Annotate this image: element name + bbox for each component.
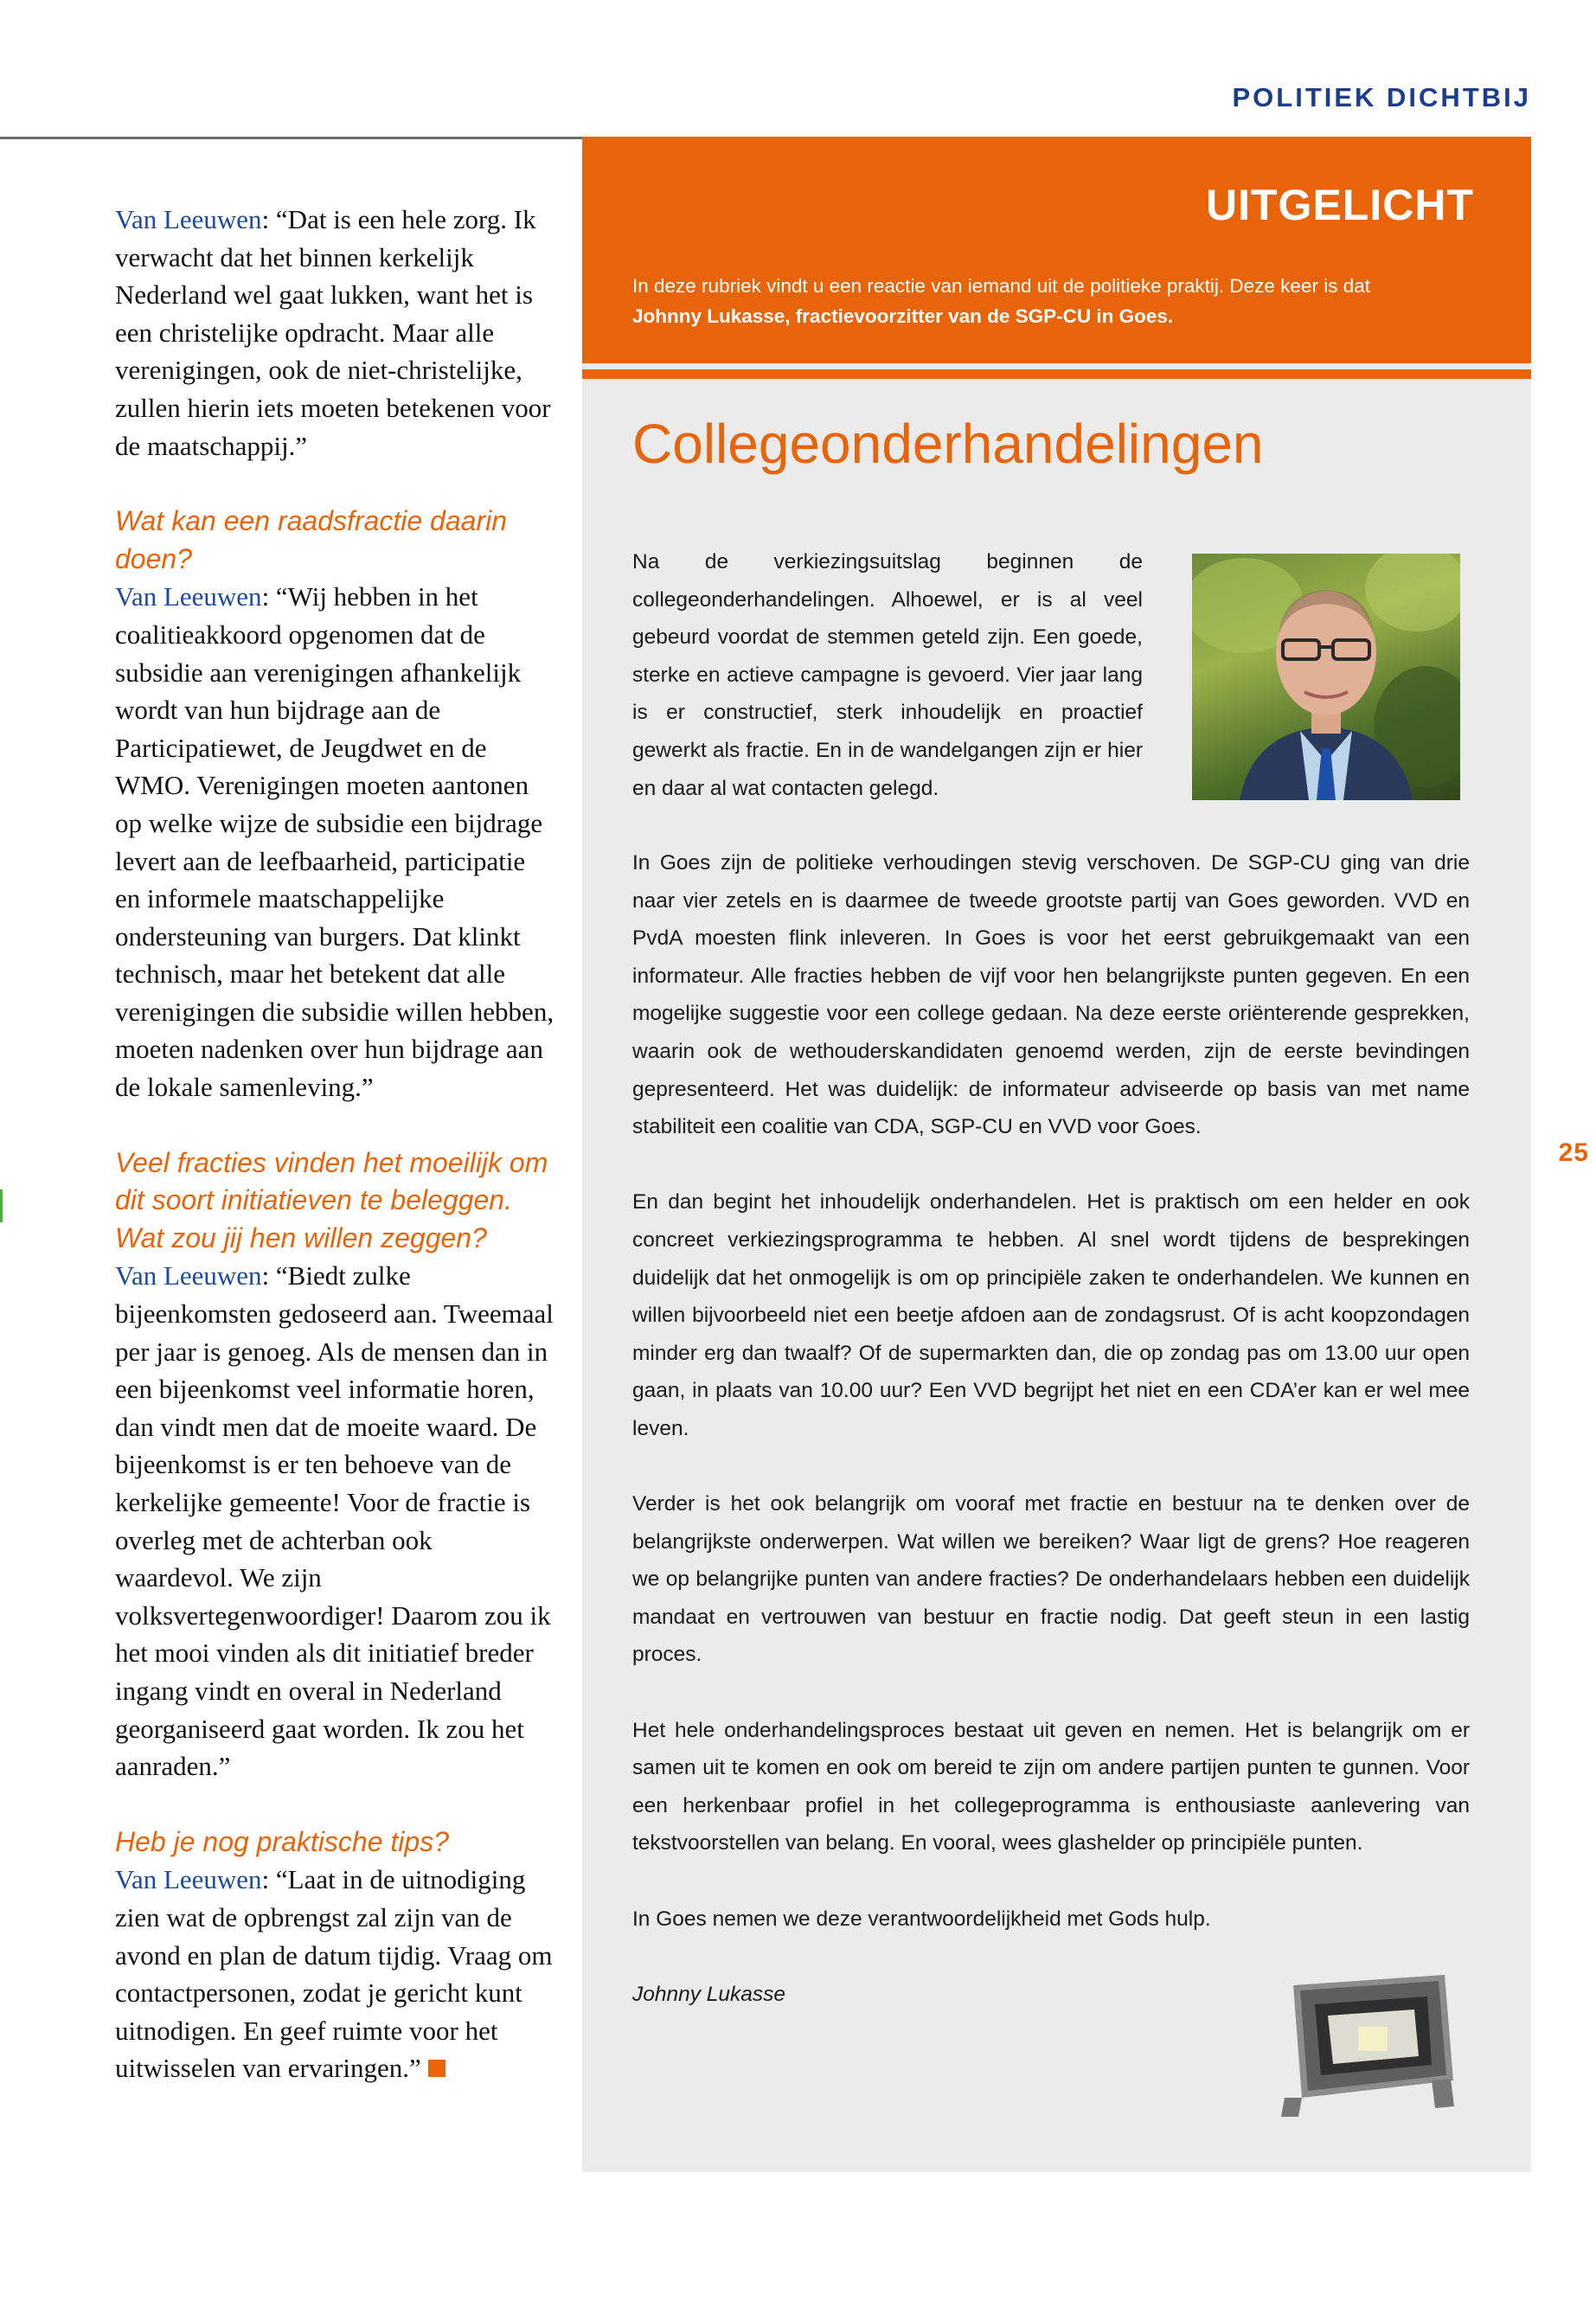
question-text: Veel fracties vinden het moeilijk om dit soort initiatieven te beleggen. Wat zou jij hen willen zeggen? xyxy=(115,1146,548,1253)
speaker-name: Van Leeuwen xyxy=(115,1260,262,1292)
interview-column xyxy=(115,201,556,2125)
rubric-intro-text: In deze rubriek vindt u een reactie van iemand uit de politieke praktij. Deze keer is dat xyxy=(632,275,1370,297)
interview-block xyxy=(115,201,556,465)
article-paragraph: Verder is het ook belangrijk om vooraf met fractie en bestuur na te denken over de belangrijkste onderwerpen. Wat willen we bereiken? Waar ligt de grens? Hoe reageren we op belangrijke punten van andere fracties? De onderhandelaars hebben een duidelijk mandaat en vertrouwen van bestuur en fractie nodig. Dat geeft steun in een lastig proces. xyxy=(632,1492,1470,1667)
rubric-intro-author: Johnny Lukasse, fractievoorzitter van de SGP-CU in Goes. xyxy=(632,305,1174,327)
uitgelicht-banner xyxy=(582,137,1531,363)
speaker-name: Van Leeuwen xyxy=(115,204,262,234)
speaker-name: Van Leeuwen xyxy=(115,1864,262,1895)
article-intro xyxy=(632,543,1143,845)
uitgelicht-label: UITGELICHT xyxy=(1206,181,1474,229)
article-paragraph: En dan begint het inhoudelijk onderhandelen. Het is praktisch om een helder en ook concreet verkiezingsprogramma te hebben. Al snel wordt tijdens de besprekingen duidelijk dat het onmogelijk is om op principiële zaken te onderhandelen. We kunnen en willen bijvoorbeeld niet een beetje afdoen aan de zondagsrust. Of is acht koopzondagen minder erg dan twaalf? Of de supermarkten dan, die op zondag pas om 13.00 uur open gaan, in plaats van 10.00 uur? Een VVD begrijpt het niet en een CDA’er kan er wel mee leven. xyxy=(632,1190,1470,1440)
article-paragraph: In Goes nemen we deze verantwoordelijkheid met Gods hulp. xyxy=(632,1907,1211,1931)
interview-block xyxy=(115,1144,556,1785)
author-photo xyxy=(1192,554,1460,800)
author-signature: Johnny Lukasse xyxy=(632,1982,786,2006)
answer-text: : “Dat is een hele zorg. Ik verwacht dat het binnen kerkelijk Nederland wel gaat lukken, want het is een christelijke opdracht. Maar alle verenigingen, ook de niet-christelijke, zullen hierin iets moeten betekenen voor de maatschappij.” xyxy=(115,204,551,461)
article-body xyxy=(632,844,1470,2051)
article-paragraph: Het hele onderhandelingsproces bestaat uit geven en nemen. Het is belangrijk om er samen uit te komen en ook om bereid te zijn om andere partijen punten te gunnen. Voor een herkenbaar profiel in het collegeprogramma is enthousiaste aanlevering van tekstvoorstellen van belang. En vooral, wees glashelder op principiële punten. xyxy=(632,1718,1470,1856)
floodlight-icon xyxy=(1267,1968,1462,2119)
end-of-article-mark xyxy=(428,2060,445,2077)
page-number: 25 xyxy=(1558,1138,1589,1167)
article-title: Collegeonderhandelingen xyxy=(632,413,1264,475)
article-paragraph: In Goes zijn de politieke verhoudingen stevig verschoven. De SGP-CU ging van drie naar vier zetels en is daarmee de tweede grootste partij van Goes geworden. VVD en PvdA moesten flink inleveren. In Goes is voor het eerst gebruikgemaakt van een informateur. Alle fracties hebben de vijf voor hen belangrijkste punten gegeven. En een mogelijke suggestie voor een college gedaan. Na deze eerste oriënterende gesprekken, waarin ook de wethouderskandidaten genoemd werden, zijn de eerste bevindingen gepresenteerd. Het was duidelijk: de informateur adviseerde op basis van met name stabiliteit een coalitie van CDA, SGP-CU en VVD voor Goes. xyxy=(632,851,1470,1139)
rubric-intro xyxy=(632,271,1437,331)
answer-text: : “Biedt zulke bijeenkomsten gedoseerd aan. Tweemaal per jaar is genoeg. Als de mensen dan in een bijeenkomst veel informatie horen, dan vindt men dat de moeite waard. De bijeenkomst is er ten behoeve van de kerkelijke gemeente! Voor de fractie is overleg met de achterban ook waardevol. We zijn volksvertegenwoordiger! Daarom zou ik het mooi vinden als dit initiatief breder ingang vindt en overal in Nederland georganiseerd gaat worden. Ik zou het aanraden.” xyxy=(115,1260,554,1782)
section-title: POLITIEK DICHTBIJ xyxy=(1232,82,1531,112)
portrait-illustration xyxy=(1192,554,1460,800)
interview-block xyxy=(115,503,556,1106)
speaker-name: Van Leeuwen xyxy=(115,581,262,612)
article-paragraph: Na de verkiezingsuitslag beginnen de collegeonderhandelingen. Alhoewel, er is al veel gebeurd voordat de stemmen geteld zijn. Een goede, sterke en actieve campagne is gevoerd. Vier jaar lang is er constructief, sterk inhoudelijk en proactief gewerkt als fractie. En in de wandelgangen zijn er hier en daar al wat contacten gelegd. xyxy=(632,550,1143,800)
banner-divider xyxy=(582,369,1531,379)
uitgelicht-panel xyxy=(582,137,1531,2172)
question-text: Heb je nog praktische tips? xyxy=(115,1825,449,1857)
answer-text: : “Laat in de uitnodiging zien wat de opbrengst zal zijn van de avond en plan de datum tijdig. Vraag om contactpersonen, zodat je gericht kunt uitnodigen. En geef ruimte voor het uitwisselen van ervaringen.” xyxy=(115,1864,553,2084)
question-text: Wat kan een raadsfractie daarin doen? xyxy=(115,505,507,574)
floodlight-illustration xyxy=(1267,1968,1462,2119)
edge-marker xyxy=(0,1189,3,1222)
answer-text: : “Wij hebben in het coalitieakkoord opgenomen dat de subsidie aan verenigingen afhankelijk wordt van hun bijdrage aan de Participatiewet, de Jeugdwet en de WMO. Verenigingen moeten aantonen op welke wijze de subsidie een bijdrage levert aan de leefbaarheid, participatie en informele maatschappelijke ondersteuning van burgers. Dat klinkt technisch, maar het betekent dat alle verenigingen die subsidie willen hebben, moeten nadenken over hun bijdrage aan de lokale samenleving.” xyxy=(115,581,554,1103)
interview-block xyxy=(115,1823,556,2087)
